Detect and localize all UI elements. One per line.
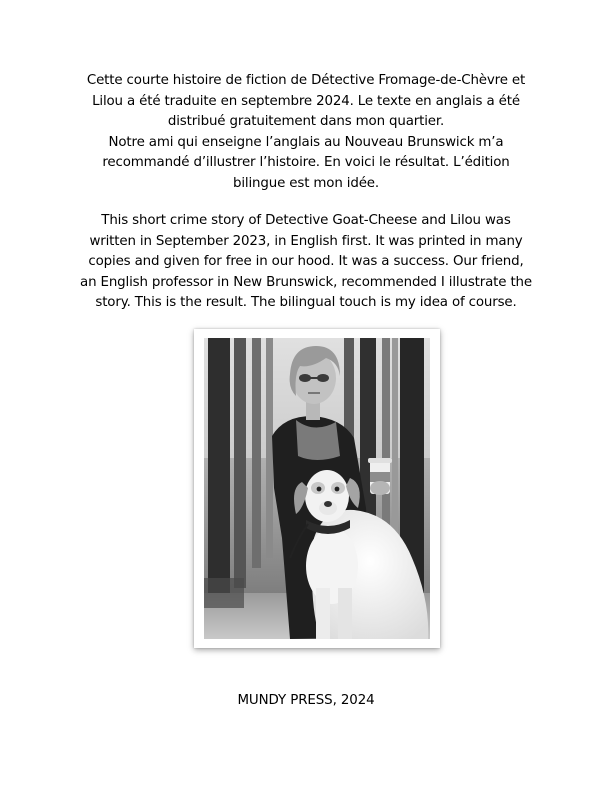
english-line: copies and given for free in our hood. It was a success. Our friend, bbox=[88, 254, 524, 270]
french-paragraph bbox=[40, 71, 572, 195]
author-with-dog-photo bbox=[204, 338, 430, 639]
english-paragraph bbox=[40, 211, 572, 314]
publisher-footer: MUNDY PRESS, 2024 bbox=[237, 693, 375, 708]
english-line: story. This is the result. The bilingual touch is my idea of course. bbox=[95, 295, 517, 311]
photo-frame bbox=[194, 329, 440, 648]
french-line: Lilou a été traduite en septembre 2024. Le texte en anglais a été bbox=[92, 93, 520, 109]
french-line: distribué gratuitement dans mon quartier. bbox=[167, 114, 445, 130]
french-line: bilingue est mon idée. bbox=[233, 175, 379, 191]
french-line: recommandé d’illustrer l’histoire. En voici le résultat. L’édition bbox=[102, 155, 510, 171]
english-line: an English professor in New Brunswick, recommended I illustrate the bbox=[80, 274, 532, 290]
english-line: This short crime story of Detective Goat-Cheese and Lilou was bbox=[101, 213, 511, 228]
french-line: Notre ami qui enseigne l’anglais au Nouveau Brunswick m’a bbox=[108, 134, 504, 150]
english-line: written in September 2023, in English first. It was printed in many bbox=[89, 233, 523, 249]
photo-illustration bbox=[204, 338, 430, 639]
french-line: Cette courte histoire de fiction de Détective Fromage-de-Chèvre et bbox=[86, 73, 526, 88]
